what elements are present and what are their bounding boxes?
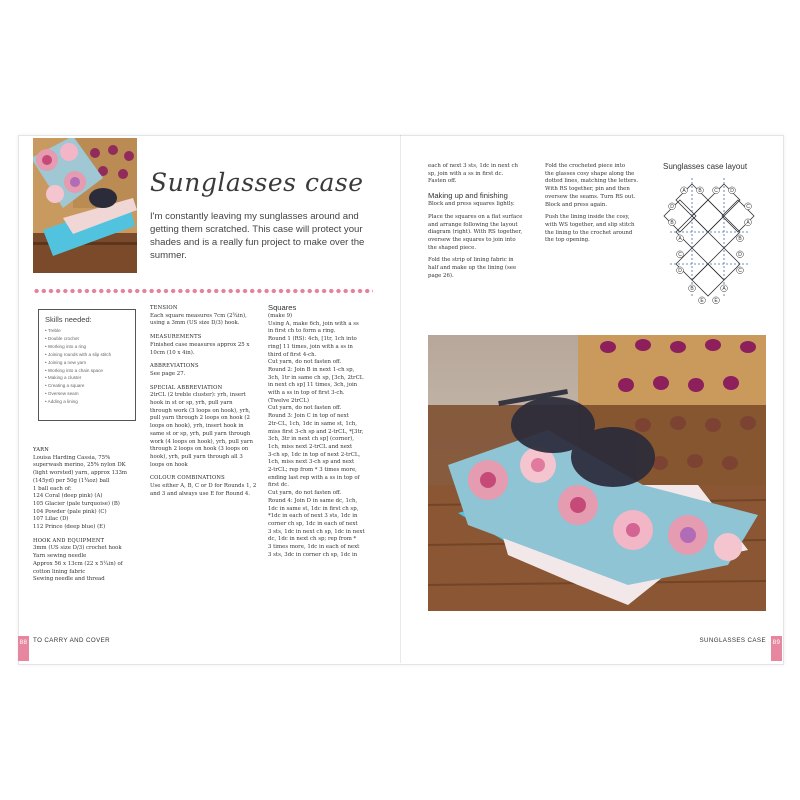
text-line: and arrange following the layout bbox=[428, 221, 518, 228]
text-line: 1dc in same st, 1dc in first ch sp, bbox=[268, 505, 359, 512]
text-line: 2-trCL; rep from * 3 times more, bbox=[268, 467, 357, 474]
tension-lines bbox=[150, 313, 262, 328]
yarn-heading: YARN bbox=[33, 447, 50, 453]
diagram-letter: A bbox=[722, 286, 726, 292]
skill-item: • Working into a ring bbox=[45, 343, 129, 351]
skills-box bbox=[38, 309, 136, 421]
sunglasses-case-photo-large bbox=[428, 335, 766, 611]
page-number-right: 89 bbox=[772, 639, 781, 646]
squares-heading: Squares bbox=[268, 303, 297, 312]
diagram-letter: B bbox=[738, 236, 742, 242]
text-line: 3 sts, 3dc in corner ch sp, 1dc in bbox=[268, 551, 358, 558]
skill-item: • Double crochet bbox=[45, 335, 129, 343]
diagram-letter: B bbox=[698, 188, 702, 194]
skill-item: • Joining rounds with a slip stitch bbox=[45, 351, 129, 359]
abbreviations-lines bbox=[150, 371, 262, 379]
text-line: hook in st or sp, yrh, pull yarn bbox=[150, 400, 233, 407]
tension-heading: TENSION bbox=[150, 305, 178, 311]
text-line: the shaped piece. bbox=[428, 244, 477, 251]
text-line: 2tr-CL, 1ch, 1dc in same st, 1ch, bbox=[268, 420, 357, 427]
colour-combinations-heading: COLOUR COMBINATIONS bbox=[150, 475, 225, 482]
text-line: work (4 loops on hook), yrh, pull yarn bbox=[150, 438, 253, 445]
text-line: sp, join with a ss in first dc. bbox=[428, 170, 504, 177]
text-line: miss first 3-ch sp and 2-trCL, *[3tr, bbox=[268, 428, 364, 435]
text-line: superwash merino, 25% nylon DK bbox=[33, 462, 126, 469]
diagram-letter: C bbox=[714, 188, 718, 194]
text-line: the top opening. bbox=[545, 237, 590, 244]
assembly-column bbox=[545, 163, 653, 245]
text-line: Round 2: Join B in next 1-ch sp, bbox=[268, 366, 355, 373]
text-line: cotton lining fabric bbox=[33, 568, 86, 575]
text-line: using a 3mm (US size D/3) hook. bbox=[150, 320, 240, 327]
finishing-para-1 bbox=[428, 201, 536, 209]
diagram-letter: D bbox=[730, 188, 734, 194]
text-line: Finished case measures approx 25 x bbox=[150, 341, 250, 348]
text-line: 3ch, 1tr in same ch sp, [3ch, 2trCL bbox=[268, 374, 364, 381]
text-line: first dc. bbox=[268, 482, 290, 489]
running-head-right: SUNGLASSES CASE bbox=[699, 637, 766, 644]
text-line: through 2 loops on hook (3 loops on bbox=[150, 446, 249, 453]
text-line: 124 Coral (deep pink) (A) bbox=[33, 493, 103, 500]
text-line: with WS together, and slip stitch bbox=[545, 221, 635, 228]
text-line: ending last rep with a ss in top of bbox=[268, 474, 360, 481]
skill-item: • Adding a lining bbox=[45, 398, 129, 406]
text-line: with a ss in top of first 3-ch. bbox=[268, 390, 345, 397]
diagram-letter: D bbox=[678, 268, 682, 274]
diagram-letter: C bbox=[678, 252, 682, 258]
diagram-letter: B bbox=[690, 286, 694, 292]
text-line: dotted lines, matching the letters. bbox=[545, 178, 639, 185]
sunglasses-case-photo-small bbox=[33, 138, 137, 273]
text-line: Each square measures 7cm (2¾in), bbox=[150, 312, 247, 319]
text-line: dc, 1dc in next ch sp; rep from * bbox=[268, 536, 357, 543]
text-line: 105 Glacier (pale turquoise) (B) bbox=[33, 500, 120, 507]
text-line: in first ch to form a ring. bbox=[268, 328, 336, 335]
skills-heading: Skills needed: bbox=[45, 315, 92, 324]
squares-lines bbox=[268, 313, 378, 560]
text-line: Place the squares on a flat surface bbox=[428, 213, 523, 220]
text-line: hook), yrh, pull yarn through all 3 bbox=[150, 453, 243, 460]
text-line: and 3 and always use E for Round 4. bbox=[150, 490, 251, 497]
text-line: Using A, make 6ch, join with a ss bbox=[268, 320, 359, 327]
layout-diagram-title: Sunglasses case layout bbox=[663, 162, 748, 171]
text-line: in next ch sp] 11 times, 3ch, join bbox=[268, 382, 358, 389]
skill-item: • Working into a chain space bbox=[45, 367, 129, 375]
special-abbreviation-heading: SPECIAL ABBREVIATION bbox=[150, 384, 223, 391]
text-line: Cut yarn, do not fasten off. bbox=[268, 490, 342, 497]
measurements-lines bbox=[150, 342, 262, 357]
assembly-para-2 bbox=[545, 214, 653, 245]
finishing-column bbox=[428, 163, 536, 280]
text-line: each of next 3 sts, 1dc in next ch bbox=[428, 163, 519, 169]
text-line: Sewing needle and thread bbox=[33, 576, 105, 583]
text-line: ring] 11 times, join with a ss in bbox=[268, 343, 353, 350]
hook-heading: HOOK AND EQUIPMENT bbox=[33, 537, 105, 544]
skill-item: • Joining a new yarn bbox=[45, 359, 129, 367]
diagram-letter: E bbox=[714, 298, 718, 304]
text-line: pull yarn through 2 loops on hook (2 bbox=[150, 415, 250, 422]
text-line: Fasten off. bbox=[428, 178, 457, 185]
text-line: loops on hook bbox=[150, 461, 188, 468]
text-line: 1ch, miss next 3-ch sp and next bbox=[268, 459, 355, 466]
measurements-heading: MEASUREMENTS bbox=[150, 334, 202, 341]
text-line: Fold the strip of lining fabric in bbox=[428, 257, 514, 264]
yarn-lines bbox=[33, 455, 141, 532]
text-line: oversew the squares to join into bbox=[428, 236, 516, 243]
text-line: oversew the seams. Turn RS out. bbox=[545, 193, 636, 200]
text-line: the lining to the crochet around bbox=[545, 229, 633, 236]
text-line: 2trCL (2 treble cluster): yrh, insert bbox=[150, 392, 246, 399]
text-line: 10cm (10 x 4in). bbox=[150, 349, 195, 356]
round-end-lines bbox=[428, 163, 536, 186]
text-line: Round 3: Join C in top of next bbox=[268, 413, 349, 420]
diagram-letter: B bbox=[670, 220, 674, 226]
text-line: 3mm (US size D/3) crochet hook bbox=[33, 545, 122, 552]
text-line: 1ch, miss next 2-trCL and next bbox=[268, 443, 353, 450]
squares-column bbox=[268, 303, 378, 560]
text-line: diagram (right). With RS together, bbox=[428, 229, 523, 236]
text-line: Round 1 (RS): 4ch, [1tr, 1ch into bbox=[268, 336, 357, 343]
skill-item: • Treble bbox=[45, 327, 129, 335]
colour-combinations-lines bbox=[150, 483, 262, 498]
diagram-letter: C bbox=[738, 268, 742, 274]
text-line: (light worsted) yarn, approx 133m bbox=[33, 470, 128, 477]
special-abbreviation-lines bbox=[150, 392, 262, 469]
text-line: With RS together, pin and then bbox=[545, 186, 630, 193]
making-up-heading: Making up and finishing bbox=[428, 191, 508, 201]
text-line: 3 sts, 1dc in next ch sp, 1dc in next bbox=[268, 528, 365, 535]
text-line: See page 27. bbox=[150, 370, 186, 377]
text-line: the glasses cosy shape along the bbox=[545, 170, 635, 177]
text-line: Cut yarn, do not fasten off. bbox=[268, 405, 342, 412]
diagram-letter: D bbox=[670, 204, 674, 210]
text-line: (Twelve 2trCL) bbox=[268, 397, 309, 404]
skill-item: • Creating a square bbox=[45, 382, 129, 390]
book-gutter bbox=[400, 135, 401, 663]
intro-text: I'm constantly leaving my sunglasses around and getting them scratched. This case will protect your shades and is a really fun project to make over the summer. bbox=[150, 211, 365, 261]
text-line: loops on hook), yrh, insert hook in bbox=[150, 423, 244, 430]
finishing-para-2 bbox=[428, 214, 536, 253]
text-line: 112 Prince (deep blue) (E) bbox=[33, 524, 106, 531]
diagram-letter: A bbox=[682, 188, 686, 194]
text-line: 3-ch sp, 1dc in top of next 2-trCL, bbox=[268, 451, 361, 458]
diagram-letter: C bbox=[746, 204, 750, 210]
text-line: 104 Powder (pale pink) (C) bbox=[33, 508, 107, 515]
diagram-letter: A bbox=[746, 220, 750, 226]
page-title: Sunglasses case bbox=[150, 168, 364, 197]
text-line: Yarn sewing needle bbox=[33, 553, 87, 560]
text-line: 1 ball each of: bbox=[33, 485, 72, 492]
text-line: page 26). bbox=[428, 272, 454, 279]
text-line: Approx 56 x 13cm (22 x 5¼in) of bbox=[33, 560, 123, 567]
diagram-letter: D bbox=[738, 252, 742, 258]
text-line: Block and press again. bbox=[545, 201, 608, 208]
text-line: third of first 4-ch. bbox=[268, 351, 317, 358]
page-number-left: 88 bbox=[19, 639, 28, 646]
skill-item: • Making a cluster bbox=[45, 374, 129, 382]
pattern-info-column bbox=[150, 305, 262, 498]
text-line: (make 9) bbox=[268, 313, 293, 319]
text-line: Cut yarn, do not fasten off. bbox=[268, 359, 342, 366]
diagram-letter: A bbox=[678, 236, 682, 242]
finishing-para-3 bbox=[428, 257, 536, 280]
abbreviations-heading: ABBREVIATIONS bbox=[150, 363, 199, 370]
text-line: Louisa Harding Cassia, 75% bbox=[33, 454, 111, 461]
dotted-divider bbox=[33, 287, 373, 295]
hook-lines bbox=[33, 545, 141, 584]
text-line: Fold the crocheted piece into bbox=[545, 163, 626, 169]
running-head-left: TO CARRY AND COVER bbox=[33, 637, 110, 644]
text-line: through work (3 loops on hook), yrh, bbox=[150, 407, 251, 414]
layout-diagram bbox=[662, 178, 762, 306]
materials-column bbox=[33, 447, 141, 584]
text-line: 3 times more, 1dc in each of next bbox=[268, 544, 360, 551]
text-line: (145yd) per 50g (1¾oz) ball bbox=[33, 477, 110, 484]
text-line: *1dc in each of next 3 sts, 1dc in bbox=[268, 513, 358, 520]
text-line: 3ch, 3tr in next ch sp] (corner), bbox=[268, 436, 354, 443]
text-line: Round 4: Join D in same dc, 1ch, bbox=[268, 497, 358, 504]
text-line: Block and press squares lightly. bbox=[428, 201, 515, 208]
text-line: Use either A, B, C or D for Rounds 1, 2 bbox=[150, 483, 257, 490]
text-line: same st or sp, yrh, pull yarn through bbox=[150, 430, 251, 437]
assembly-para-1 bbox=[545, 163, 653, 209]
skill-item: • Oversew seam bbox=[45, 390, 129, 398]
text-line: Push the lining inside the cosy, bbox=[545, 214, 630, 221]
text-line: 107 Lilac (D) bbox=[33, 516, 69, 523]
text-line: corner ch sp, 1dc in each of next bbox=[268, 520, 358, 527]
skills-list bbox=[45, 327, 129, 406]
text-line: half and make up the lining (see bbox=[428, 265, 517, 272]
diagram-letter: E bbox=[700, 298, 704, 304]
